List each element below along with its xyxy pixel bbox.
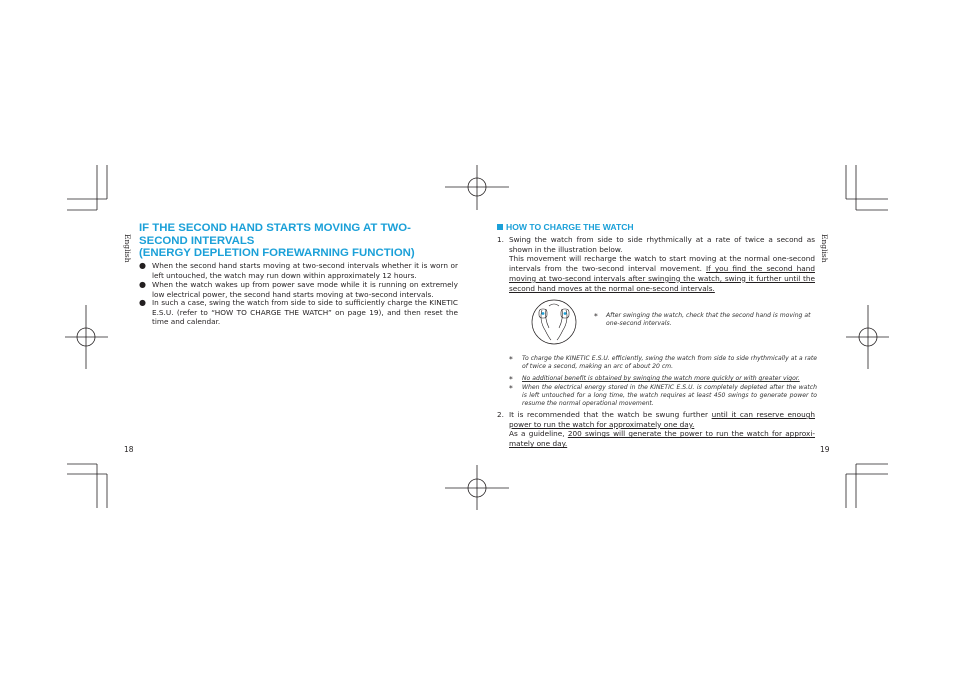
asterisk-icon: * (594, 312, 598, 321)
asterisk-icon: * (509, 384, 513, 393)
underlined-text: until it can reserve enough power to run the watch for approximately one day. (509, 410, 816, 429)
page-number-right: 19 (820, 445, 830, 454)
item-text-a: Swing the watch from side to side rhythmically at a rate of twice a second as shown in the illustration below. (509, 235, 815, 254)
bullet-item (139, 261, 461, 281)
bullet-icon: ● (139, 261, 146, 270)
subheading (497, 222, 634, 232)
note-1: To charge the KINETIC E.S.U. efficiently, swing the watch from side to side rhythmically at a rate of twice a second, making an arc of about 20 cm. (522, 355, 817, 371)
subheading-text: HOW TO CHARGE THE WATCH (506, 222, 634, 232)
heading-line-3: (ENERGY DEPLETION FOREWARNING FUNCTION) (139, 247, 415, 259)
page-number-left: 18 (124, 445, 134, 454)
item-number: 1. (497, 235, 504, 244)
bullet-text: When the watch wakes up from power save mode while it is running on extremely low electrical power, the second hand starts moving at two-second intervals. (152, 280, 458, 299)
asterisk-icon: * (509, 375, 513, 384)
item-body (509, 410, 815, 449)
bullet-item (139, 280, 461, 300)
square-bullet-icon (497, 224, 503, 230)
swinging-watch-illustration (527, 298, 581, 346)
bullet-text: When the second hand starts moving at two-second intervals whether it is worn or left untouched, the watch may run down within approximately 12 hours. (152, 261, 458, 280)
item-text-b: This movement will recharge the watch to start moving at the normal one-second intervals from the two-second interval movement. If you find the second hand moving at two-second intervals after swinging the watch, swing it further until the second hand moves at the normal one-second intervals. (509, 254, 815, 293)
item-body (509, 235, 815, 293)
underlined-text: If you find the second hand moving at two-second intervals after swinging the watch, swing it further until the second hand moves at the normal one-second intervals. (509, 264, 815, 293)
bullet-item (139, 298, 461, 328)
note-2: No additional benefit is obtained by swinging the watch more quickly or with greater vigor. (522, 375, 800, 382)
illustration-note: After swinging the watch, check that the second hand is moving at one-second intervals. (606, 312, 811, 328)
side-language-label-right: English (820, 234, 829, 263)
item-number: 2. (497, 410, 504, 419)
bullet-icon: ● (139, 298, 146, 307)
note-3: When the electrical energy stored in the KINETIC E.S.U. is completely depleted after the watch is left untouched for a long time, the watch requires at least 450 swings to generate power to resume the normal operational movement. (522, 384, 817, 408)
side-language-label-left: English (123, 234, 132, 263)
heading-line-2: SECOND INTERVALS (139, 234, 255, 247)
underlined-text: 200 swings will generate the power to run the watch for approxi-mately one day. (509, 429, 816, 449)
item-text-a: It is recommended that the watch be swung further until it can reserve enough power to run the watch for approximately one day. (509, 410, 816, 429)
item-text-b: As a guideline, 200 swings will generate the power to run the watch for approxi-mately one day. (509, 429, 816, 449)
bullet-icon: ● (139, 280, 146, 289)
section-heading (139, 222, 469, 260)
bullet-text: In such a case, swing the watch from side to side to sufficiently charge the KINETIC E.S.U. (refer to “HOW TO CHARGE THE WATCH” on page 19), and then reset the time and calendar. (152, 298, 458, 327)
asterisk-icon: * (509, 355, 513, 364)
heading-line-1: IF THE SECOND HAND STARTS MOVING AT TWO- (139, 222, 411, 234)
